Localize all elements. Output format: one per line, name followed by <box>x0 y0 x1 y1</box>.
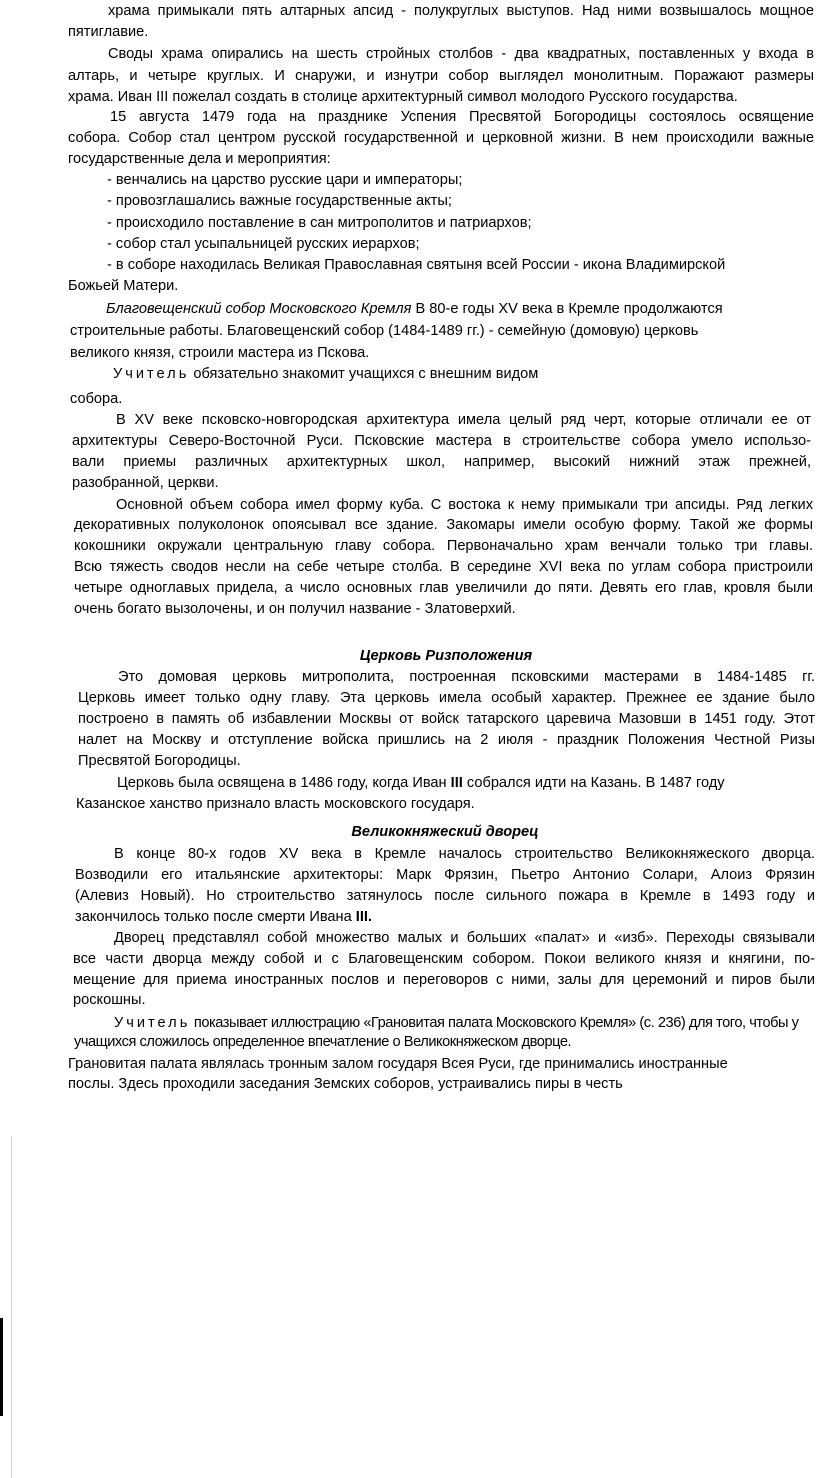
paragraph-line: четыре одноглавых придела, а число основных глав увеличили до пяти. Девять его глав, кровля были <box>74 580 813 596</box>
paragraph-text: собрался идти на Казань. В 1487 году <box>462 775 725 791</box>
paragraph-line <box>113 365 538 383</box>
roman-numeral: III. <box>355 909 372 925</box>
paragraph-line: пятиглавие. <box>68 24 149 40</box>
paragraph-line: Казанское ханство признало власть московского государя. <box>76 796 475 812</box>
paragraph-line: строительные работы. Благовещенский собор (1484-1489 гг.) - семейную (домовую) церковь <box>70 323 699 339</box>
paragraph-line: учащихся сложилось определенное впечатление о Великокняжеском дворце. <box>74 1034 572 1050</box>
paragraph-line: разобранной, церкви. <box>72 475 219 491</box>
paragraph-line: построено в память об избавлении Москвы от войск татарского царевича Мазовши в 1451 году. Этот <box>78 711 815 727</box>
list-item: - венчались на царство русские цари и императоры; <box>107 172 463 188</box>
margin-rule <box>11 1136 12 1478</box>
paragraph-line: послы. Здесь проходили заседания Земских соборов, устраивались пиры в честь <box>68 1076 623 1092</box>
paragraph-line: Возводили его итальянские архитекторы: Марк Фрязин, Пьетро Антонио Солари, Алоиз Фрязин <box>75 867 815 883</box>
section-heading: Церковь Ризположения <box>359 648 533 664</box>
paragraph-line: Это домовая церковь митрополита, построенная псковскими мастерами в 1484-1485 гг. <box>118 669 815 685</box>
paragraph-text: Церковь была освящена в 1486 году, когда Иван <box>117 775 451 791</box>
paragraph-line: Дворец представлял собой множество малых и больших «палат» и «изб». Переходы связывали <box>114 930 815 946</box>
paragraph-line: мещение для приема иностранных послов и переговоров с ними, залы для церемоний и пиров были <box>73 972 815 988</box>
paragraph-line: Божьей Матери. <box>68 278 179 294</box>
paragraph-line: (Алевиз Новый). Но строительство затянулось после сильного пожара в Кремле в 1493 году и <box>75 888 815 904</box>
paragraph-line <box>75 908 372 926</box>
teacher-label: Учитель <box>114 1015 191 1031</box>
paragraph-line: собора. <box>70 391 123 407</box>
list-item: - собор стал усыпальницей русских иерархов; <box>107 236 420 252</box>
paragraph-line: великого князя, строили мастера из Пскова. <box>70 345 370 361</box>
paragraph-line: алтарь, и четыре круглых. И снаружи, и изнутри собор выглядел монолитным. Поражают размеры <box>68 68 814 84</box>
section-heading: Великокняжеский дворец <box>351 824 539 840</box>
paragraph-line: очень богато вызолочены, и он получил название - Златоверхий. <box>74 601 516 617</box>
paragraph-line: кокошники окружали центральную главу собора. Первоначально храм венчали только три главы. <box>74 538 813 554</box>
paragraph-line: государственные дела и мероприятия: <box>68 151 331 167</box>
paragraph-text: показывает иллюстрацию «Грановитая палата Московского Кремля» (с. 236) для того, чтобы у <box>190 1015 799 1031</box>
paragraph-line: Грановитая палата являлась тронным залом государя Всея Руси, где принимались иностранные <box>68 1056 728 1072</box>
paragraph-text: обязательно знакомит учащихся с внешним видом <box>189 366 539 382</box>
paragraph-line: декоративных полуколонок опоясывал все здание. Закомары имели особую форму. Такой же формы <box>74 517 813 533</box>
paragraph-line <box>106 300 723 318</box>
paragraph-line: все части дворца между собой и с Благовещенским собором. Покои великого князя и княгини, по- <box>73 951 815 967</box>
list-item: - провозглашались важные государственные акты; <box>107 193 452 209</box>
paragraph-line: налет на Москву и отступление войска пришлись на 2 июля - праздник Положения Честной Ризы <box>78 732 815 748</box>
teacher-label: Учитель <box>113 366 190 382</box>
paragraph-line: Пресвятой Богородицы. <box>78 753 241 769</box>
paragraph-line <box>114 1014 799 1032</box>
margin-bar <box>0 1318 3 1416</box>
paragraph-line: Церковь имеет только одну главу. Эта церковь имела особый характер. Прежнее ее здание было <box>78 690 815 706</box>
paragraph-line: Всю тяжесть сводов несли на себе четыре столба. В середине XVI века по углам собора пристроили <box>74 559 813 575</box>
paragraph-line: храма примыкали пять алтарных апсид - полукруглых выступов. Над ними возвышалось мощное <box>108 3 814 19</box>
paragraph-line: собора. Собор стал центром русской государственной и церковной жизни. В нем происходили важные <box>68 130 814 146</box>
paragraph-text: В 80-е годы XV века в Кремле продолжаются <box>411 301 723 317</box>
paragraph-line: 15 августа 1479 года на празднике Успения Пресвятой Богородицы состоялось освящение <box>110 109 814 125</box>
paragraph-line: Основной объем собора имел форму куба. С востока к нему примыкали три апсиды. Ряд легких <box>116 497 813 513</box>
paragraph-line: Своды храма опирались на шесть стройных столбов - два квадратных, поставленных у входа в <box>108 46 814 62</box>
paragraph-line: В конце 80-х годов XV века в Кремле началось строительство Великокняжеского дворца. <box>114 846 815 862</box>
paragraph-text: закончилось только после смерти Ивана <box>75 909 356 925</box>
paragraph-line: роскошны. <box>73 992 146 1008</box>
roman-numeral: III <box>450 775 463 791</box>
paragraph-line: В XV веке псковско-новгородская архитектура имела целый ряд черт, которые отличали ее от <box>116 412 811 428</box>
paragraph-line: архитектуры Северо-Восточной Руси. Псковские мастера в строительстве собора умело использо- <box>72 433 811 449</box>
list-item: - происходило поставление в сан митрополитов и патриархов; <box>107 215 532 231</box>
section-title-inline: Благовещенский собор Московского Кремля <box>106 301 412 317</box>
paragraph-line: вали приемы различных архитектурных школ, например, высокий нижний этаж прежней, <box>72 454 811 470</box>
paragraph-line: храма. Иван III пожелал создать в столице архитектурный символ молодого Русского государства. <box>68 89 738 105</box>
paragraph-line <box>117 774 815 792</box>
list-item: - в соборе находилась Великая Православная святыня всей России - икона Владимирской <box>107 257 726 273</box>
